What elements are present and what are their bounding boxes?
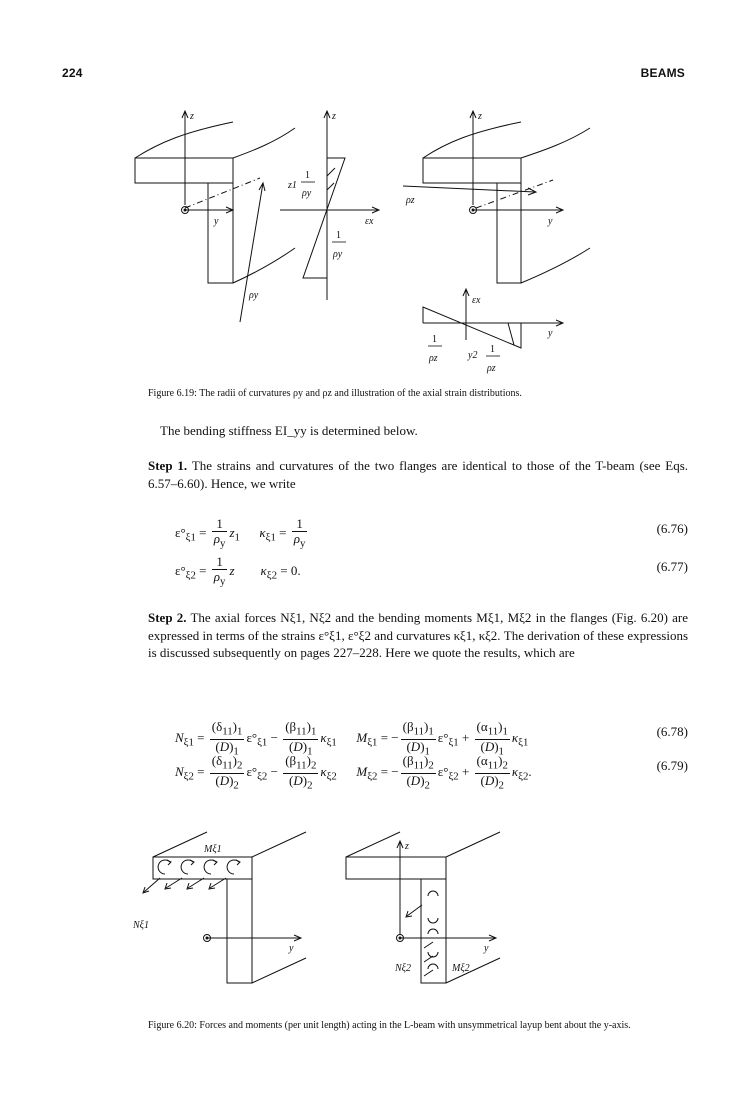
fig619-label-y-left: y — [214, 216, 219, 227]
force-arrows-flange-1 — [143, 878, 226, 893]
fig619-rho-y-a: ρy — [302, 188, 312, 199]
fig620-label-y-left: y — [289, 943, 294, 954]
step2-label: Step 2. — [148, 610, 187, 625]
fig619-label-rho-y-left: ρy — [249, 290, 259, 301]
equation-number: (6.78) — [656, 724, 688, 739]
fig619-rho-z-c: ρz — [429, 353, 438, 364]
fig619-label-y-right: y — [548, 216, 553, 227]
fig619-label-z-right: z — [478, 111, 482, 122]
fig620-label-z: z — [405, 841, 409, 852]
fig620-label-M1: Mξ1 — [204, 844, 222, 855]
fig619-rho-y-b: ρy — [333, 249, 343, 260]
step2-paragraph — [148, 609, 688, 662]
figure-6-19-caption: Figure 6.19: The radii of curvatures ρy and ρz and illustration of the axial strain distributions. — [148, 388, 522, 399]
fig619-label-z1: z1 — [288, 180, 297, 191]
step1-label: Step 1. — [148, 458, 188, 473]
fig619-one-c: 1 — [432, 334, 437, 345]
fig619-label-eps-x-mid: εx — [365, 216, 374, 227]
running-title: BEAMS — [640, 66, 685, 80]
moment-arrows-flange-2 — [428, 891, 438, 969]
moment-arrows-flange-1 — [158, 860, 240, 874]
intro-paragraph: The bending stiffness EI_yy is determined below. — [160, 423, 418, 438]
fig619-label-y2: y2 — [468, 350, 478, 361]
fig619-rho-z-d: ρz — [487, 363, 496, 374]
fig620-label-N2: Nξ2 — [395, 963, 411, 974]
fig619-label-z-left: z — [190, 111, 194, 122]
fig619-one-b: 1 — [336, 230, 341, 241]
figure-6-20 — [0, 830, 748, 1020]
equation-6-78: $N_{\xi 1}$ = $\frac{(\delta_{11})_1}{(D)_1}$ $\varepsilon^\circ_{\xi 1}$ − $\frac{(\beta_{11})_1}{(D)_1}$ $\kappa_{\xi 1}$ $M_{\xi 1}$ = − $\frac{(\beta_{11})_1}{(D)_1}$ $\varepsilon^\circ_{\xi 1}$ + $\frac{(\alpha_{11})_1}{(D)_1}$ $\kappa_{\xi 1}$ (6.78) — [175, 719, 688, 758]
fig619-label-y-bottom: y — [548, 328, 553, 339]
fig619-label-rho-z: ρz — [406, 195, 415, 206]
fig619-label-z-mid: z — [332, 111, 336, 122]
fig620-label-N1: Nξ1 — [133, 920, 149, 931]
equation-6-76: $\varepsilon^\circ_{\xi 1}$ = $\frac{1}{\rho_y}$ $z_1$ $\kappa_{\xi 1}$ = $\frac{1}{\rho_y}$ (6.76) — [175, 516, 688, 550]
equation-number: (6.79) — [656, 758, 688, 773]
fig620-label-M2: Mξ2 — [452, 963, 470, 974]
step1-paragraph — [148, 457, 688, 492]
equation-6-77: $\varepsilon^\circ_{\xi 2}$ = $\frac{1}{\rho_y}$ z $\kappa_{\xi 2} = 0$. (6.77) — [175, 554, 688, 588]
fig620-label-y-right: y — [484, 943, 489, 954]
step1-body: The strains and curvatures of the two flanges are identical to those of the T-beam (see Eqs. 6.57–6.60). Hence, we write — [148, 458, 689, 491]
fig619-label-eps-x-bottom: εx — [472, 295, 481, 306]
fig619-one-a: 1 — [305, 170, 310, 181]
equation-number: (6.77) — [656, 559, 688, 574]
equation-6-79: $N_{\xi 2}$ = $\frac{(\delta_{11})_2}{(D)_2}$ $\varepsilon^\circ_{\xi 2}$ − $\frac{(\beta_{11})_2}{(D)_2}$ $\kappa_{\xi 2}$ $M_{\xi 2}$ = − $\frac{(\beta_{11})_2}{(D)_2}$ $\varepsilon^\circ_{\xi 2}$ + $\frac{(\alpha_{11})_2}{(D)_2}$ $\kappa_{\xi 2}$. (6.79) — [175, 753, 688, 792]
figure-6-20-caption: Figure 6.20: Forces and moments (per unit length) acting in the L-beam with unsymmetrical layup bent about the y-axis. — [148, 1020, 631, 1031]
equation-number: (6.76) — [656, 521, 688, 536]
step2-body: The axial forces Nξ1, Nξ2 and the bending moments Mξ1, Mξ2 in the flanges (Fig. 6.20) are expressed in terms of the strains ε°ξ1, ε°ξ2 and curvatures κξ1, κξ2. The derivation of these expressions is discussed subsequently on pages 227–228. Here we quote the results, which are — [148, 610, 689, 660]
page-number: 224 — [62, 66, 83, 80]
fig619-one-d: 1 — [490, 344, 495, 355]
figure-6-19 — [0, 0, 748, 400]
